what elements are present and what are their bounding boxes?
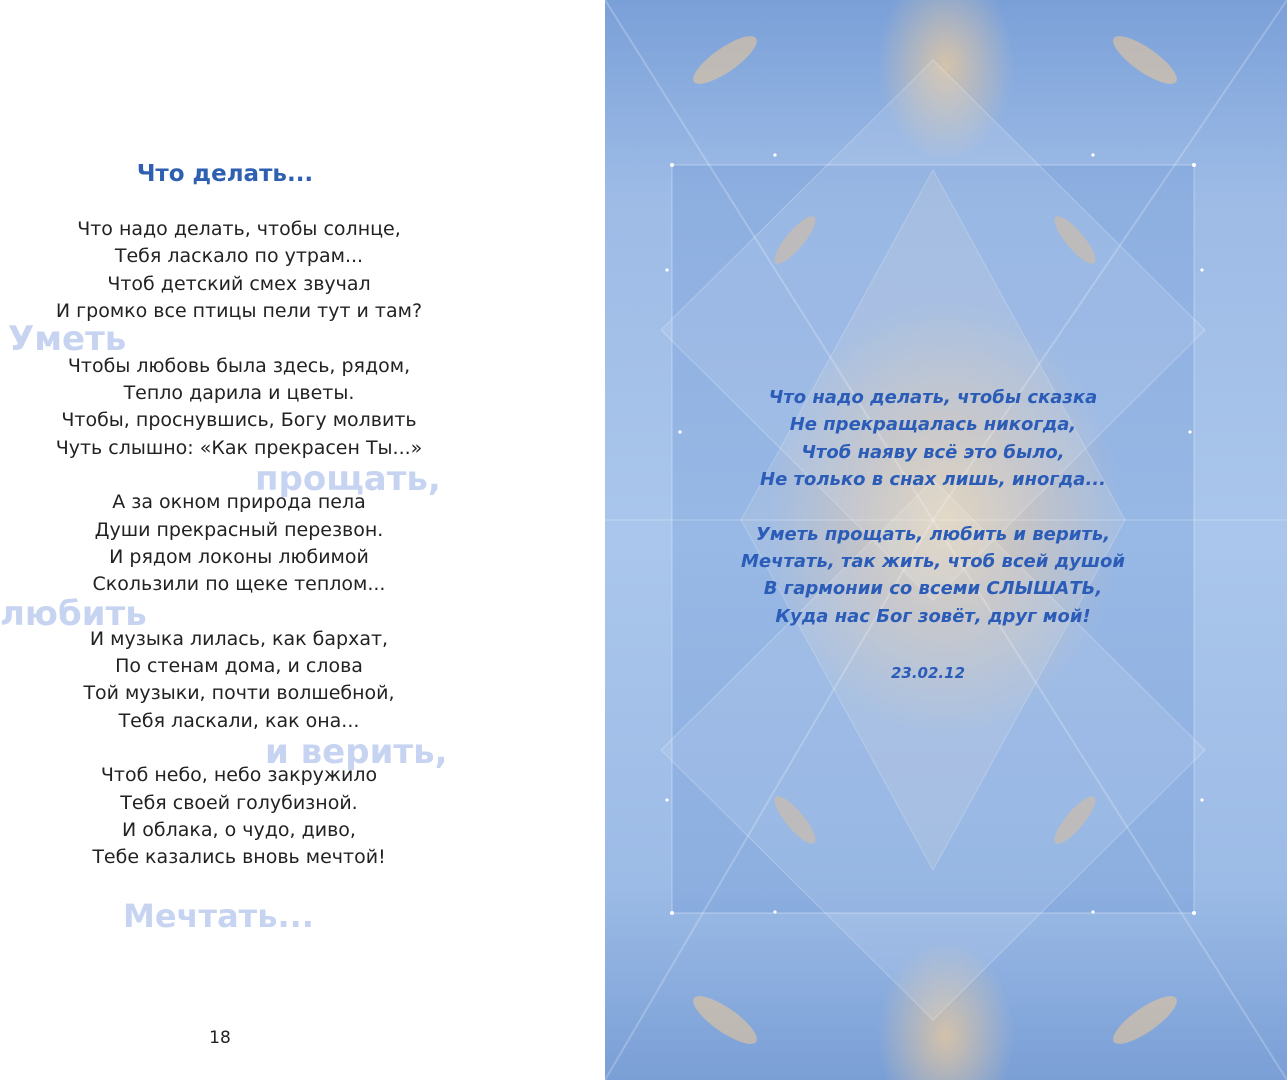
- sparkle: [1192, 911, 1196, 915]
- verse-line: Куда нас Бог зовёт, друг мой!: [775, 605, 1091, 627]
- sparkle: [665, 268, 668, 271]
- sparkle: [1091, 910, 1094, 913]
- sparkle: [670, 911, 674, 915]
- poem-line: Тебя ласкало по утрам...: [114, 245, 364, 268]
- page-number: 18: [209, 1028, 231, 1048]
- poem-line: И облака, о чудо, диво,: [122, 819, 356, 842]
- poem-line: Тебя ласкали, как она...: [118, 709, 360, 732]
- poem-stanza: [0, 216, 478, 326]
- poem-line: И рядом локоны любимой: [109, 545, 369, 568]
- sparkle: [773, 153, 776, 156]
- right-page: [605, 0, 1287, 1080]
- poem-line: Души прекрасный перезвон.: [94, 518, 384, 541]
- poem-line: А за окном природа пела: [112, 491, 366, 514]
- poem-line: Скользили по щеке теплом...: [92, 573, 386, 596]
- poem-line: Чтобы, проснувшись, Богу молвить: [61, 409, 417, 432]
- sparkle: [1091, 153, 1094, 156]
- verse-line: В гармонии со всеми СЛЫШАТЬ,: [763, 578, 1103, 600]
- verse-stanza: [605, 384, 1261, 494]
- sparkle: [1200, 798, 1203, 801]
- poem-stanza: [0, 762, 478, 872]
- poem-line: Тебя своей голубизной.: [120, 791, 358, 814]
- sparkle: [1200, 268, 1203, 271]
- gold-streak: [1107, 988, 1183, 1051]
- poem-line: Тебе казались вновь мечтой!: [92, 846, 386, 869]
- watermark-word: прощать,: [255, 459, 441, 499]
- poem-line: Той музыки, почти волшебной,: [83, 682, 395, 705]
- sparkle: [665, 798, 668, 801]
- poem-line: И музыка лилась, как бархат,: [89, 627, 389, 650]
- poem-line: Чтобы любовь была здесь, рядом,: [67, 354, 411, 377]
- gold-streak: [687, 988, 763, 1051]
- left-page: [0, 0, 605, 1080]
- verse-stanza: [605, 521, 1261, 631]
- poem-line: Тепло дарила и цветы.: [123, 381, 355, 404]
- verse-line: Не прекращалась никогда,: [789, 414, 1077, 436]
- poem-stanza: [0, 489, 478, 599]
- poem-line: По стенам дома, и слова: [115, 655, 363, 678]
- watermark-word: Мечтать...: [123, 897, 314, 935]
- verse-line: Чтоб наяву всё это было,: [801, 441, 1065, 463]
- verse-line: Что надо делать, чтобы сказка: [768, 387, 1098, 408]
- sparkle: [773, 910, 776, 913]
- gold-streak: [1107, 28, 1183, 91]
- poem-date: 23.02.12: [890, 664, 966, 682]
- poem-body: [0, 216, 478, 899]
- poem-stanza: [0, 353, 478, 463]
- verse-line: Уметь прощать, любить и верить,: [755, 523, 1111, 545]
- poem-line: Чтоб детский смех звучал: [107, 272, 371, 295]
- sparkle: [670, 163, 674, 167]
- poem-line: Что надо делать, чтобы солнце,: [77, 218, 401, 240]
- verse-line: Не только в снах лишь, иногда...: [760, 469, 1106, 491]
- watermark-word: Уметь: [8, 319, 127, 359]
- watermark-word: любить: [0, 594, 147, 634]
- poem-stanza: [0, 626, 478, 736]
- poem-line: И громко все птицы пели тут и там?: [55, 300, 423, 323]
- sparkle: [1192, 163, 1196, 167]
- poem-line: Чуть слышно: «Как прекрасен Ты...»: [55, 436, 423, 459]
- poem-title: Что делать...: [136, 161, 314, 187]
- gold-streak: [687, 28, 763, 91]
- verse-body: [605, 384, 1261, 657]
- verse-line: Мечтать, так жить, чтоб всей душой: [741, 550, 1125, 572]
- watermark-word: и верить,: [265, 732, 448, 772]
- poem-line: Чтоб небо, небо закружило: [100, 764, 378, 787]
